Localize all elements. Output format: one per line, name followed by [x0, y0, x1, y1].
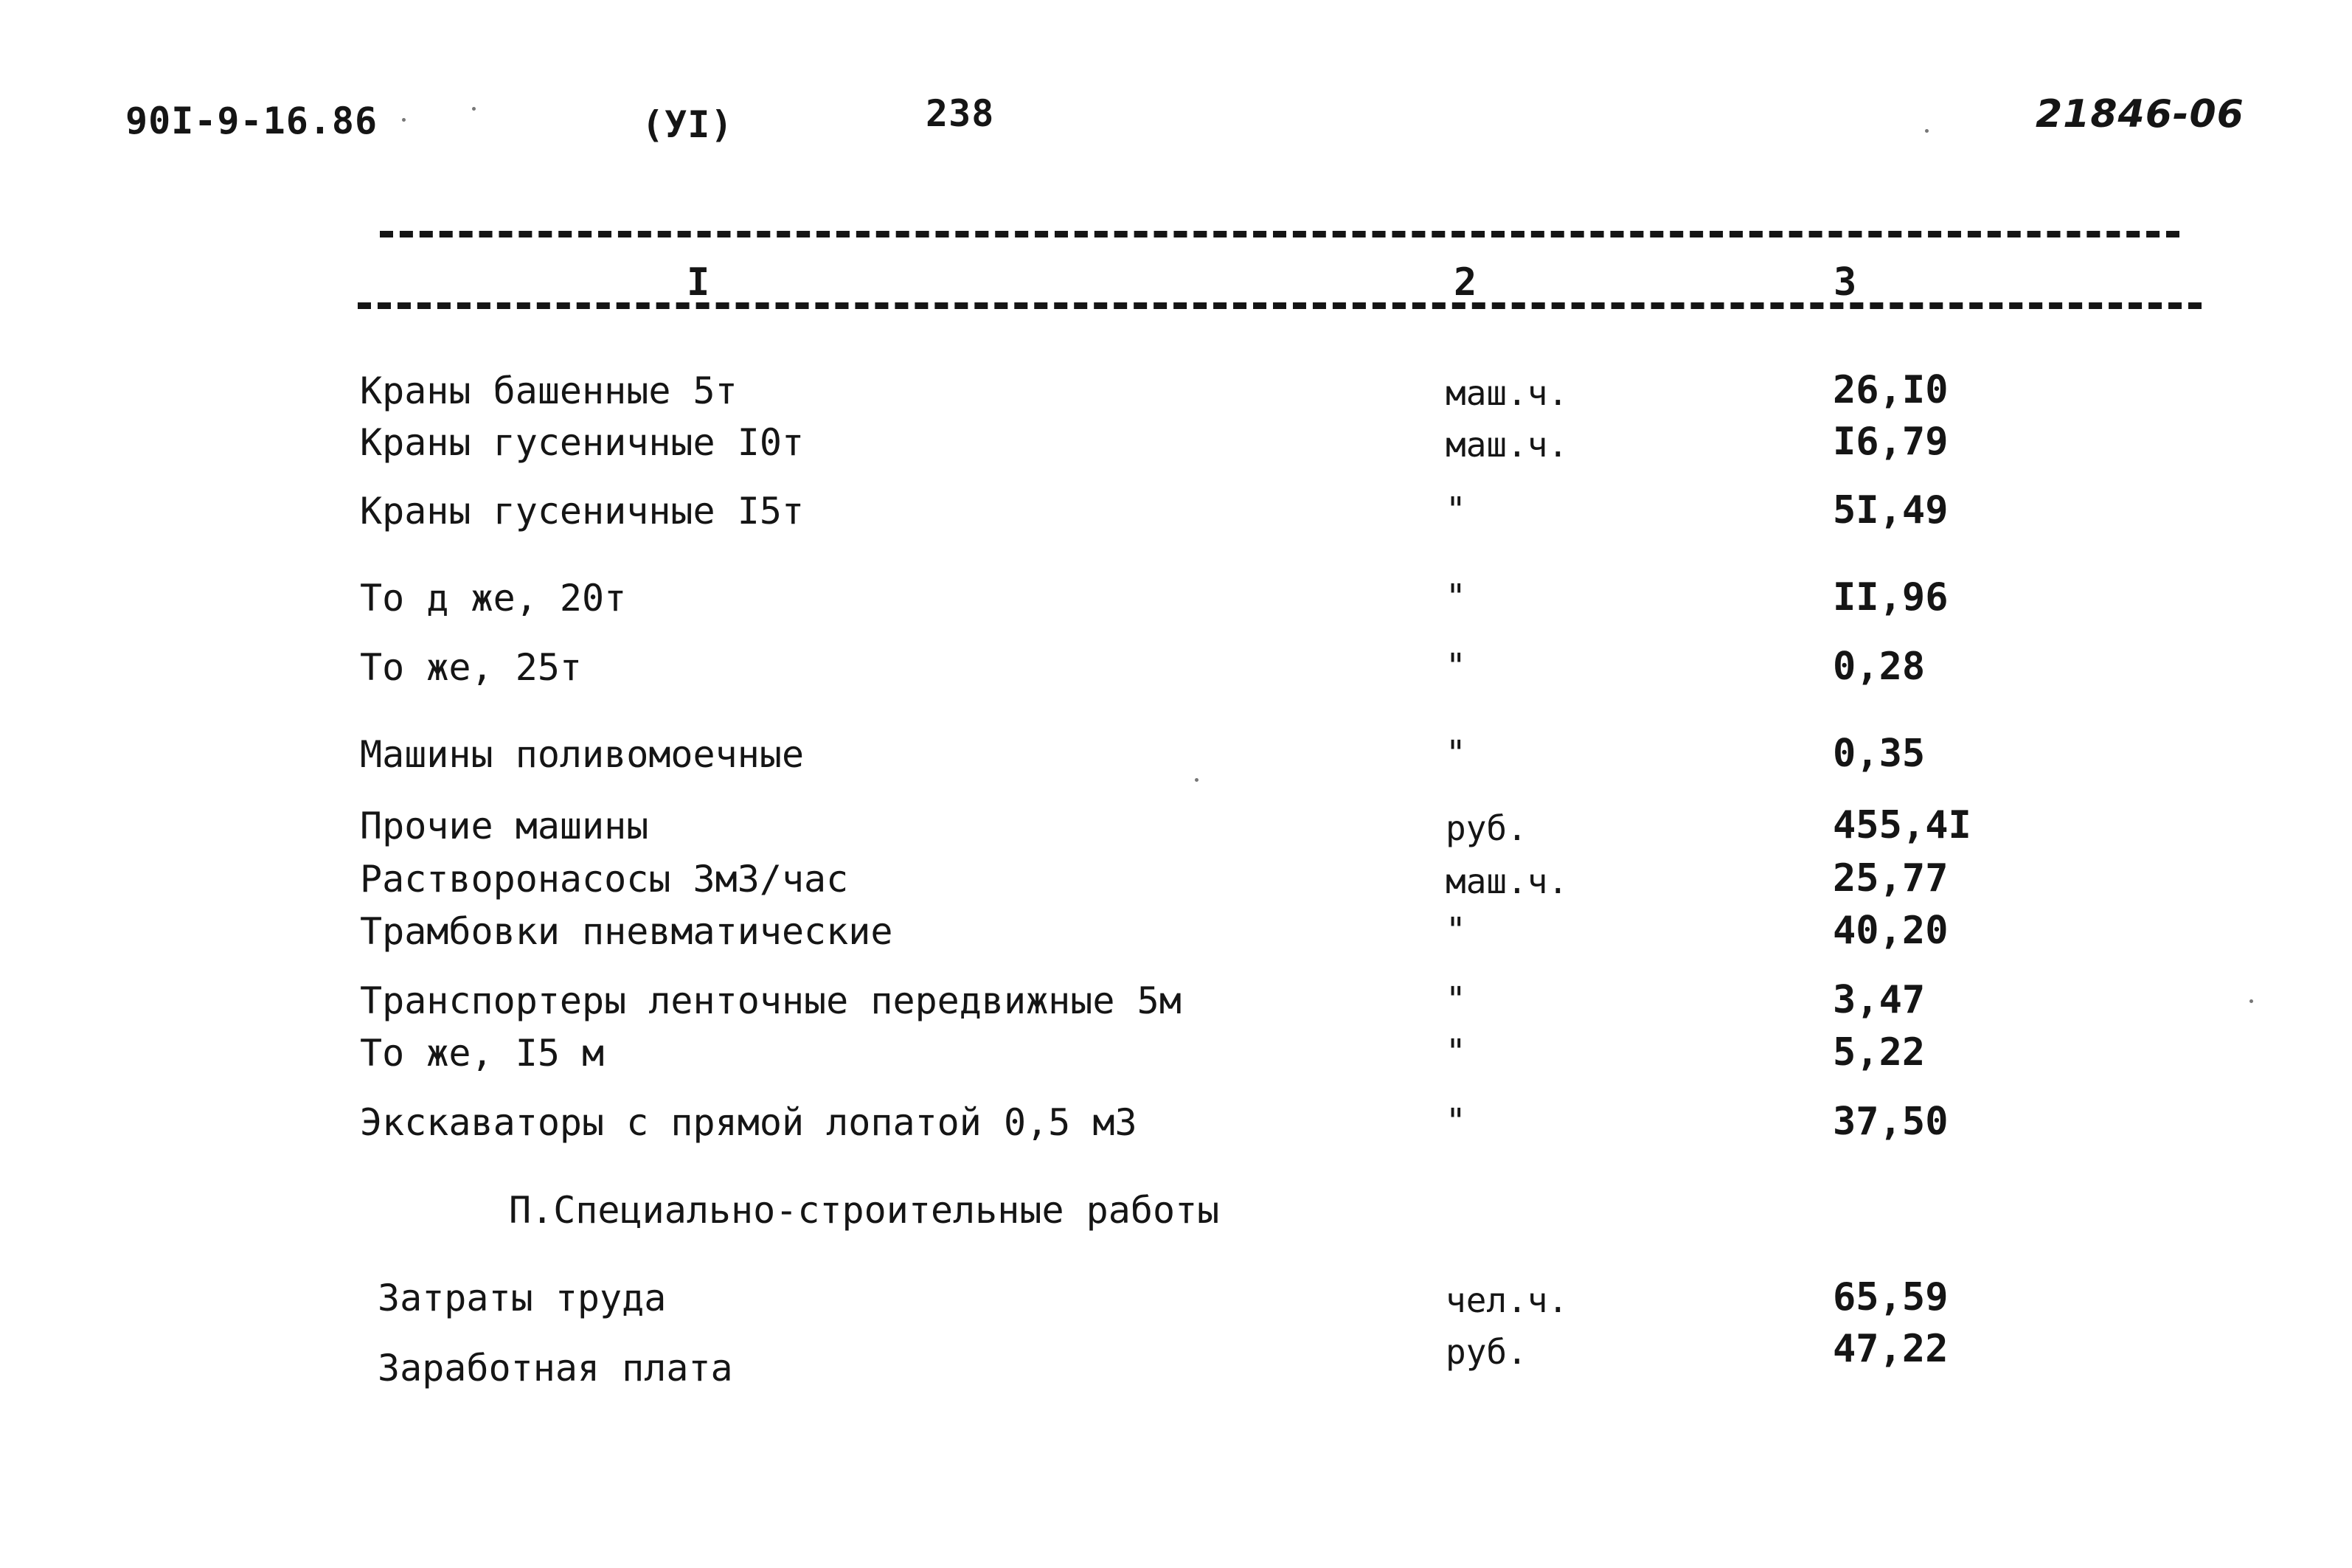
row-value: 26,I0	[1833, 368, 1949, 412]
row-name: Затраты труда	[378, 1277, 667, 1319]
row-unit: "	[1446, 1032, 1466, 1072]
row-name: Трамбовки пневматические	[360, 910, 893, 953]
inventory-number: 21846-06	[2036, 92, 2244, 136]
row-name: Прочие машины	[360, 805, 649, 847]
row-name: Транспортеры ленточные передвижные 5м	[360, 979, 1182, 1022]
row-name: То же, I5 м	[360, 1032, 605, 1075]
row-name: Растворонасосы 3м3/час	[360, 858, 849, 901]
row-name: То д же, 20т	[360, 577, 627, 620]
table-top-rule	[380, 231, 2179, 237]
row-name: Заработная плата	[378, 1347, 733, 1390]
row-unit: "	[1446, 910, 1466, 950]
scan-speck	[472, 107, 476, 111]
column-header-2: 2	[1449, 263, 1481, 302]
row-unit: руб.	[1446, 808, 1527, 848]
table-header-rule	[358, 302, 2202, 309]
row-unit: маш.ч.	[1446, 373, 1569, 413]
row-value: 25,77	[1833, 856, 1949, 901]
row-unit: "	[1446, 979, 1466, 1019]
row-name: Краны башенные 5т	[360, 370, 738, 412]
scan-speck	[1195, 778, 1198, 782]
row-value: II,96	[1833, 575, 1949, 620]
row-value: 0,28	[1833, 645, 1926, 689]
section-title: П.Специально-строительные работы	[509, 1189, 1220, 1232]
row-value: 40,20	[1833, 909, 1949, 953]
scan-speck	[1925, 129, 1929, 133]
row-value: 3,47	[1833, 978, 1926, 1022]
row-unit: "	[1446, 490, 1466, 530]
row-unit: "	[1446, 1101, 1466, 1141]
row-name: Экскаваторы с прямой лопатой 0,5 м3	[360, 1101, 1137, 1144]
row-value: 0,35	[1833, 732, 1926, 776]
row-unit: чел.ч.	[1446, 1280, 1569, 1320]
row-value: 5I,49	[1833, 488, 1949, 533]
row-name: То же, 25т	[360, 646, 583, 689]
scan-speck	[402, 118, 406, 122]
page-number: 238	[926, 92, 995, 135]
row-value: 65,59	[1833, 1275, 1949, 1319]
row-name: Машины поливомоечные	[360, 733, 805, 776]
row-name: Краны гусеничные I5т	[360, 490, 805, 533]
row-value: I6,79	[1833, 420, 1949, 464]
row-unit: руб.	[1446, 1332, 1527, 1372]
row-unit: маш.ч.	[1446, 861, 1569, 901]
row-value: 47,22	[1833, 1327, 1949, 1371]
row-unit: "	[1446, 646, 1466, 686]
row-unit: "	[1446, 733, 1466, 773]
row-value: 5,22	[1833, 1030, 1926, 1075]
column-header-1: I	[682, 263, 714, 302]
volume-label: (УI)	[642, 103, 734, 146]
document-code: 90I-9-16.86	[125, 100, 378, 142]
row-unit: маш.ч.	[1446, 425, 1569, 465]
column-header-3: 3	[1829, 263, 1861, 302]
row-value: 455,4I	[1833, 803, 1971, 847]
row-value: 37,50	[1833, 1100, 1949, 1144]
row-name: Краны гусеничные I0т	[360, 421, 805, 464]
scan-speck	[2249, 999, 2253, 1003]
row-unit: "	[1446, 577, 1466, 617]
